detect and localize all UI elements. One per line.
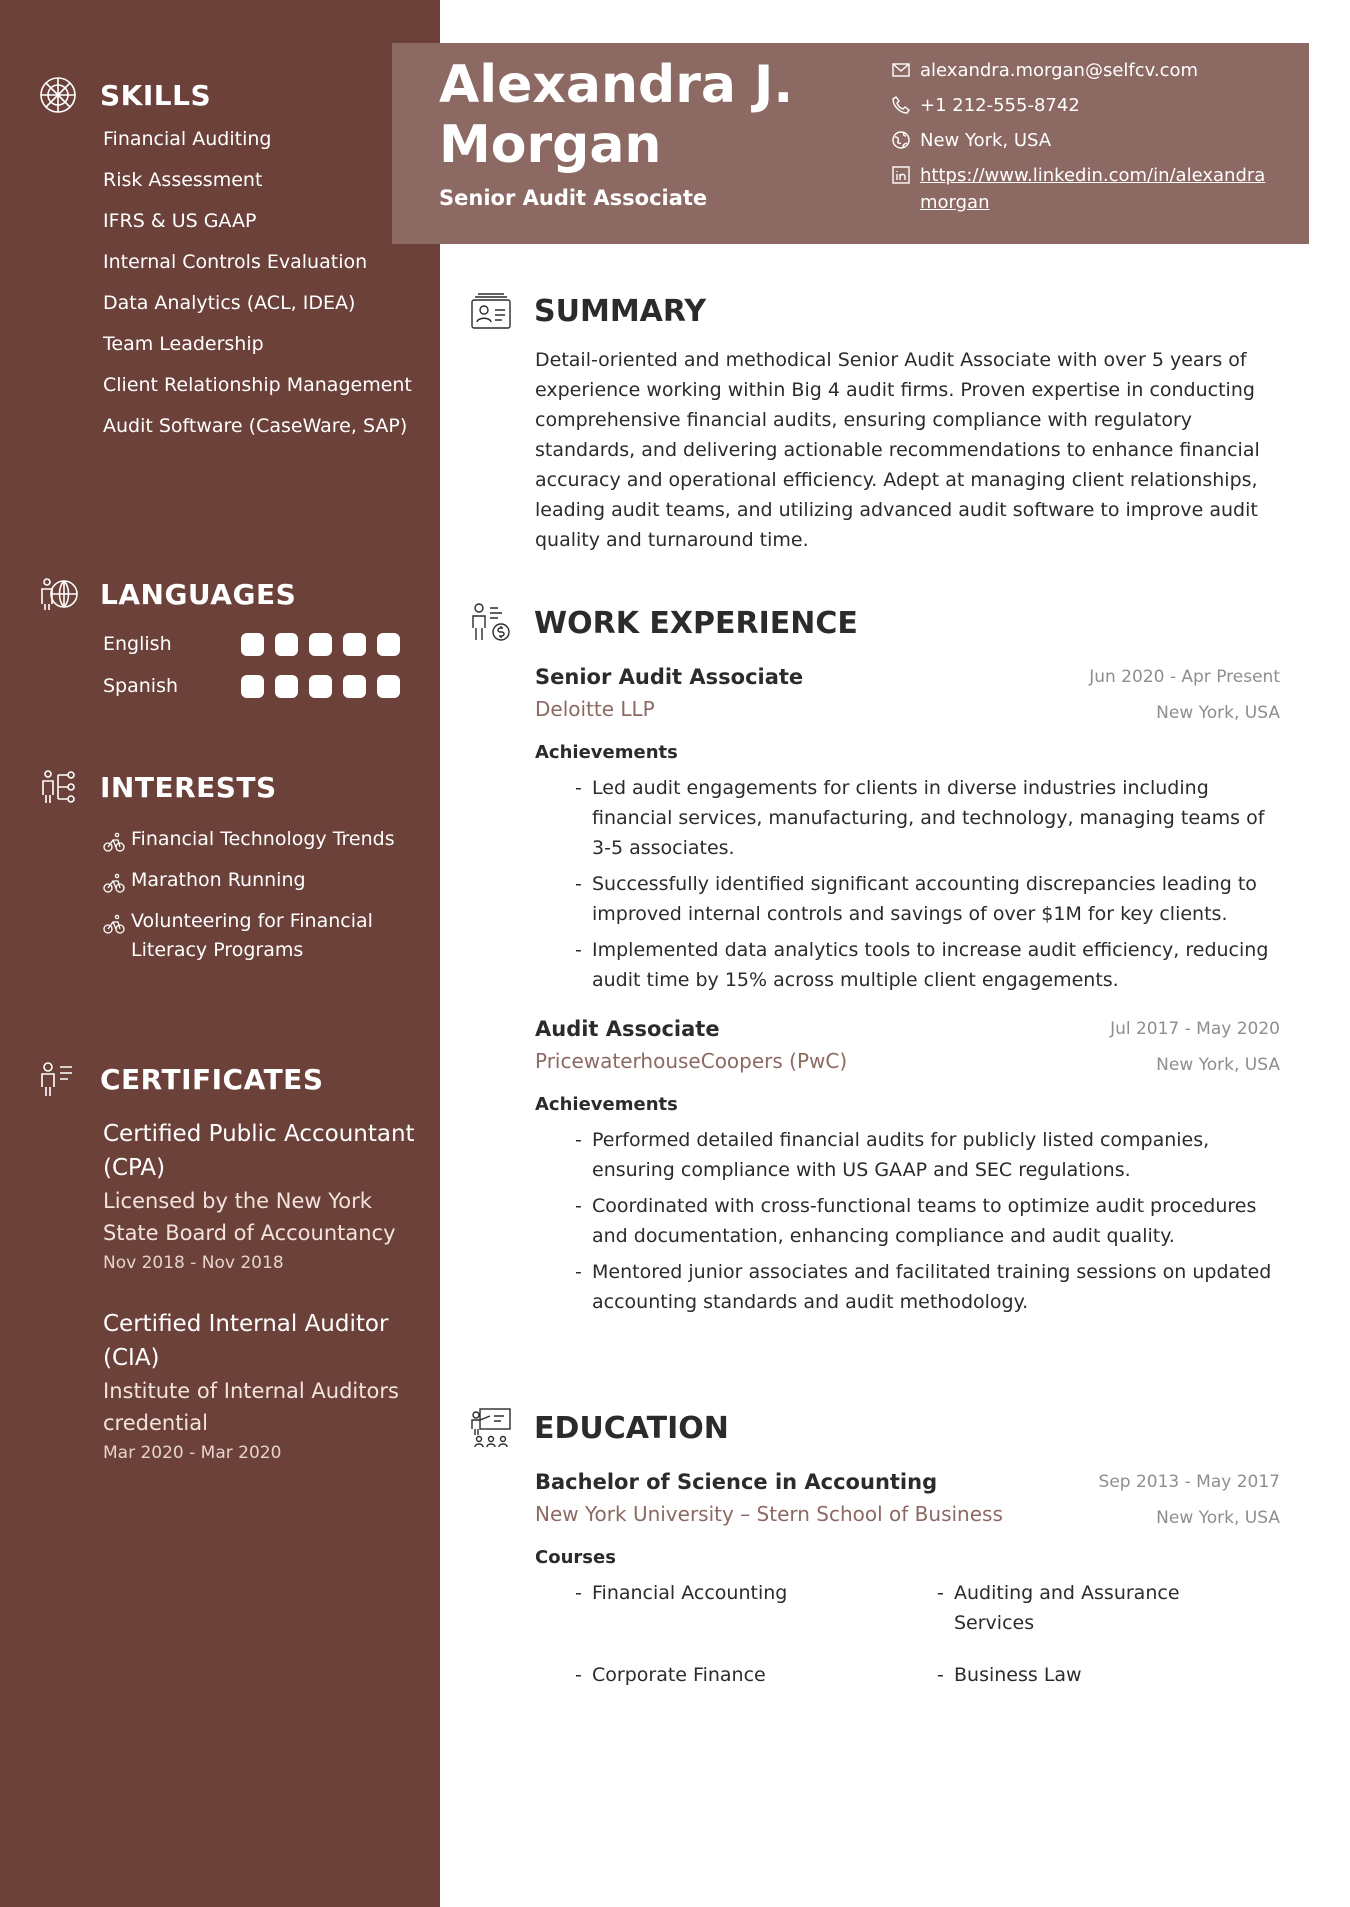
skills-section — [38, 73, 418, 453]
achievement-item: - Implemented data analytics tools to increase audit efficiency, reducing audit time by 15% across multiple client engagements. — [575, 935, 1280, 995]
skills-icon — [38, 75, 78, 115]
course-item: - Financial Accounting — [575, 1578, 937, 1638]
experience-heading — [470, 599, 1280, 647]
skill-item: Team Leadership — [103, 333, 264, 355]
languages-heading — [38, 572, 418, 616]
skill-item: Audit Software (CaseWare, SAP) — [103, 415, 408, 437]
skills-heading — [38, 73, 418, 117]
achievement-item: - Led audit engagements for clients in diverse industries including financial services, manufacturing, and technology, managing teams of 3-5 associates. — [575, 773, 1280, 863]
courses-list — [575, 1578, 1280, 1690]
skills-title: SKILLS — [100, 78, 212, 112]
mail-icon — [892, 61, 910, 79]
skills-list — [103, 125, 423, 441]
skill-item: Client Relationship Management — [103, 374, 412, 396]
languages-section — [38, 572, 418, 714]
linkedin-icon — [892, 166, 910, 184]
skill-item: Financial Auditing — [103, 128, 272, 150]
course-item: - Business Law — [937, 1660, 1237, 1690]
education-heading — [470, 1404, 1280, 1452]
education-icon — [470, 1407, 512, 1449]
candidate-role: Senior Audit Associate — [439, 186, 708, 210]
experience-icon — [470, 602, 512, 644]
school-name: New York University – Stern School of Business — [535, 1502, 1003, 1526]
summary-section — [470, 287, 1280, 555]
experience-section — [470, 599, 1280, 1323]
level-dot — [309, 675, 332, 698]
phone-text: +1 212-555-8742 — [920, 95, 1080, 116]
job-date: Jul 2017 - May 2020 — [1110, 1019, 1280, 1039]
level-dot — [241, 675, 264, 698]
interest-label: Marathon Running — [131, 869, 306, 891]
level-dot — [275, 675, 298, 698]
certificate-date: Nov 2018 - Nov 2018 — [103, 1253, 284, 1273]
job-location: New York, USA — [1156, 1055, 1280, 1075]
skill-item: Internal Controls Evaluation — [103, 251, 368, 273]
certificate-item — [103, 1307, 423, 1467]
certificate-issuer: Licensed by the New York State Board of Accountancy — [103, 1189, 396, 1245]
phone-icon — [892, 96, 910, 114]
achievements-list — [575, 773, 1280, 995]
achievement-item: - Mentored junior associates and facilitated training sessions on updated accounting standards and audit methodology. — [575, 1257, 1280, 1317]
certificate-title: Certified Public Accountant (CPA) — [103, 1121, 415, 1181]
location-text: New York, USA — [920, 130, 1052, 151]
skill-item: Risk Assessment — [103, 169, 263, 191]
certificates-title: CERTIFICATES — [100, 1062, 324, 1096]
language-row — [103, 672, 418, 700]
contact-email — [892, 57, 1292, 84]
education-date: Sep 2013 - May 2017 — [1098, 1472, 1280, 1492]
contact-phone — [892, 92, 1292, 119]
language-level — [241, 633, 411, 656]
sidebar — [0, 0, 440, 1907]
level-dot — [309, 633, 332, 656]
contact-location — [892, 127, 1292, 154]
certificates-heading — [38, 1057, 418, 1101]
certificate-item — [103, 1117, 423, 1277]
profile-header — [392, 43, 1309, 244]
summary-title: SUMMARY — [534, 293, 707, 329]
achievement-item: - Successfully identified significant accounting discrepancies leading to improved internal controls and savings of over $1M for key clients. — [575, 869, 1280, 929]
skill-item: Data Analytics (ACL, IDEA) — [103, 292, 356, 314]
degree-title: Bachelor of Science in Accounting — [535, 1470, 938, 1494]
interest-item — [103, 907, 423, 965]
level-dot — [377, 675, 400, 698]
level-dot — [377, 633, 400, 656]
cycling-icon — [103, 831, 125, 853]
job-title: Audit Associate — [535, 1017, 720, 1041]
job-company: PricewaterhouseCoopers (PwC) — [535, 1049, 848, 1073]
course-item: - Corporate Finance — [575, 1660, 937, 1690]
achievement-item: - Performed detailed financial audits for publicly listed companies, ensuring compliance with US GAAP and SEC regulations. — [575, 1125, 1280, 1185]
level-dot — [343, 675, 366, 698]
job-entry — [535, 1013, 1280, 1317]
language-name: English — [103, 633, 172, 655]
education-location: New York, USA — [1156, 1508, 1280, 1528]
contact-info — [892, 57, 1292, 224]
level-dot — [241, 633, 264, 656]
job-location: New York, USA — [1156, 703, 1280, 723]
certificate-date: Mar 2020 - Mar 2020 — [103, 1443, 282, 1463]
language-row — [103, 630, 418, 658]
interests-title: INTERESTS — [100, 770, 277, 804]
language-name: Spanish — [103, 675, 179, 697]
education-section — [470, 1404, 1280, 1690]
achievement-item: - Coordinated with cross-functional teams to optimize audit procedures and documentation, enhancing compliance and audit quality. — [575, 1191, 1280, 1251]
interest-item — [103, 825, 423, 854]
interests-section — [38, 765, 418, 977]
language-level — [241, 675, 411, 698]
interest-label: Financial Technology Trends — [131, 828, 395, 850]
interest-label: Volunteering for Financial Literacy Programs — [131, 910, 373, 961]
experience-title: WORK EXPERIENCE — [534, 605, 858, 641]
achievements-list — [575, 1125, 1280, 1317]
cycling-icon — [103, 913, 125, 935]
education-entry — [535, 1466, 1280, 1690]
level-dot — [343, 633, 366, 656]
education-title: EDUCATION — [534, 1410, 729, 1446]
level-dot — [275, 633, 298, 656]
summary-text: Detail-oriented and methodical Senior Audit Associate with over 5 years of experience working within Big 4 audit firms. Proven expertise in conducting comprehensive financial audits, ensuring compliance with regulatory standards, and delivering actionable recommendations to enhance financial accuracy and operational efficiency. Adept at managing client relationships, leading audit teams, and utilizing advanced audit software to improve audit quality and turnaround time. — [535, 349, 1260, 551]
courses-heading: Courses — [535, 1547, 616, 1568]
job-company: Deloitte LLP — [535, 697, 655, 721]
certificate-issuer: Institute of Internal Auditors credential — [103, 1379, 399, 1435]
certificates-icon — [38, 1059, 78, 1099]
candidate-name: Alexandra J. Morgan — [439, 55, 794, 175]
course-item: - Auditing and Assurance Services — [937, 1578, 1237, 1638]
linkedin-link[interactable]: https://www.linkedin.com/in/alexandramorgan — [920, 165, 1266, 213]
interest-item — [103, 866, 423, 895]
certificate-title: Certified Internal Auditor (CIA) — [103, 1311, 389, 1371]
skill-item: IFRS & US GAAP — [103, 210, 257, 232]
summary-heading — [470, 287, 1280, 335]
job-date: Jun 2020 - Apr Present — [1089, 667, 1280, 687]
interests-icon — [38, 767, 78, 807]
job-entry — [535, 661, 1280, 995]
achievements-heading: Achievements — [535, 1094, 678, 1115]
job-title: Senior Audit Associate — [535, 665, 804, 689]
summary-icon — [470, 290, 512, 332]
certificates-section — [38, 1057, 418, 1497]
languages-title: LANGUAGES — [100, 577, 297, 611]
interests-heading — [38, 765, 418, 809]
cycling-icon — [103, 872, 125, 894]
email-text: alexandra.morgan@selfcv.com — [920, 60, 1199, 81]
contact-linkedin — [892, 162, 1292, 216]
globe-icon — [892, 131, 910, 149]
languages-icon — [38, 574, 78, 614]
achievements-heading: Achievements — [535, 742, 678, 763]
